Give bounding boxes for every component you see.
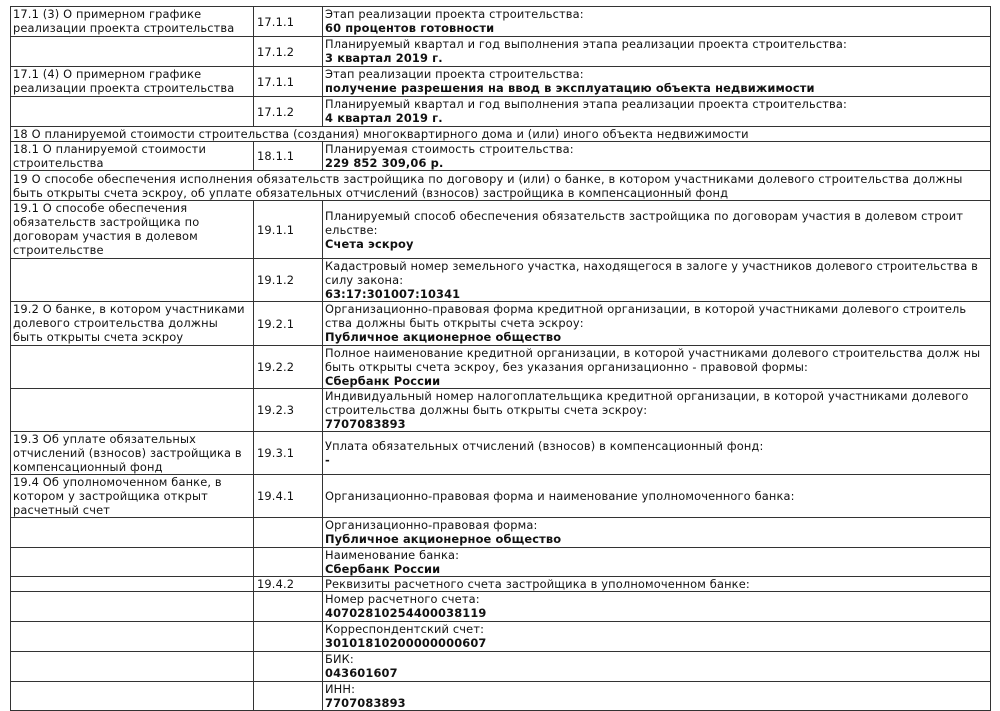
field-value: - bbox=[325, 453, 330, 467]
section-cell: 19.3 Об уплате обязательных отчислений (взносов) застройщика в компенсационный фонд bbox=[11, 432, 254, 475]
section-cell bbox=[11, 682, 254, 711]
field-label: Планируемый квартал и год выполнения этапа реализации проекта строительства: bbox=[325, 37, 848, 51]
value-cell bbox=[323, 142, 991, 171]
value-cell bbox=[323, 548, 991, 577]
item-code bbox=[254, 652, 323, 682]
field-value: 4 квартал 2019 г. bbox=[325, 111, 443, 125]
section-cell: 17.1 (3) О примерном графике реализации проекта строительства bbox=[11, 7, 254, 37]
field-label: Номер расчетного счета: bbox=[325, 592, 480, 606]
section-cell: 19.4 Об уполномоченном банке, в котором у застройщика открыт расчетный счет bbox=[11, 475, 254, 518]
field-value: 7707083893 bbox=[325, 696, 406, 710]
item-code bbox=[254, 592, 323, 622]
table-row bbox=[11, 682, 991, 711]
field-label: Корреспондентский счет: bbox=[325, 622, 485, 636]
value-cell bbox=[323, 518, 991, 548]
item-code bbox=[254, 548, 323, 577]
section-cell bbox=[11, 346, 254, 389]
field-label: Планируемый квартал и год выполнения этапа реализации проекта строительства: bbox=[325, 97, 848, 111]
section-cell: 18.1 О планируемой стоимости строительства bbox=[11, 142, 254, 171]
section-header-row bbox=[11, 127, 991, 142]
value-cell bbox=[323, 432, 991, 475]
field-value: 043601607 bbox=[325, 666, 398, 680]
table-row bbox=[11, 622, 991, 652]
item-code: 19.2.3 bbox=[254, 389, 323, 432]
field-value: Публичное акционерное общество bbox=[325, 330, 562, 344]
table-row bbox=[11, 302, 991, 346]
section-cell bbox=[11, 518, 254, 548]
field-label: Индивидуальный номер налогоплательщика кредитной организации, в которой участниками долевого строительства должны быть открыты счета эскроу: bbox=[325, 389, 969, 417]
field-value: 7707083893 bbox=[325, 417, 406, 431]
section-cell bbox=[11, 389, 254, 432]
section-cell bbox=[11, 592, 254, 622]
field-label: Полное наименование кредитной организации, в которой участниками долевого строительства долж ны быть открыты счета эскроу, без указания организационно - правовой формы: bbox=[325, 346, 981, 374]
item-code: 17.1.2 bbox=[254, 97, 323, 127]
field-label: Организационно-правовая форма кредитной организации, в которой участниками долевого строитель ства должны быть открыты счета эскроу: bbox=[325, 302, 967, 330]
item-code: 17.1.1 bbox=[254, 7, 323, 37]
value-cell bbox=[323, 592, 991, 622]
declaration-table bbox=[10, 6, 991, 711]
section-header: 18 О планируемой стоимости строительства (создания) многоквартирного дома и (или) иного объекта недвижимости bbox=[11, 127, 991, 142]
table-row bbox=[11, 577, 991, 592]
table-row bbox=[11, 548, 991, 577]
section-header: 19 О способе обеспечения исполнения обязательств застройщика по договору и (или) о банке, в котором участниками долевого строительства должны быть открыты счета эскроу, об уплате обязательных отчислений (взносов) застройщика в компенсационный фонд bbox=[11, 171, 991, 201]
value-cell bbox=[323, 201, 991, 259]
item-code: 17.1.1 bbox=[254, 67, 323, 97]
item-code: 18.1.1 bbox=[254, 142, 323, 171]
table-row bbox=[11, 7, 991, 37]
field-label: Планируемый способ обеспечения обязательств застройщика по договорам участия в долевом строит ельстве: bbox=[325, 208, 964, 237]
table-row bbox=[11, 201, 991, 259]
field-label: ИНН: bbox=[325, 682, 356, 696]
field-value: Публичное акционерное общество bbox=[325, 532, 562, 546]
table-row bbox=[11, 142, 991, 171]
value-cell bbox=[323, 475, 991, 518]
item-code: 19.2.1 bbox=[254, 302, 323, 346]
field-value: 30101810200000000607 bbox=[325, 636, 487, 650]
value-cell bbox=[323, 652, 991, 682]
field-label: Наименование банка: bbox=[325, 548, 460, 562]
table-row bbox=[11, 652, 991, 682]
value-cell bbox=[323, 577, 991, 592]
table-row bbox=[11, 37, 991, 67]
table-row bbox=[11, 346, 991, 389]
section-cell bbox=[11, 577, 254, 592]
value-cell bbox=[323, 37, 991, 67]
item-code: 19.1.1 bbox=[254, 201, 323, 259]
field-value: 63:17:301007:10341 bbox=[325, 287, 461, 301]
field-label: Организационно-правовая форма и наименование уполномоченного банка: bbox=[325, 489, 795, 503]
field-label: Планируемая стоимость строительства: bbox=[325, 142, 574, 156]
table-row bbox=[11, 432, 991, 475]
item-code: 19.4.1 bbox=[254, 475, 323, 518]
field-value: Счета эскроу bbox=[325, 236, 414, 251]
field-value: 3 квартал 2019 г. bbox=[325, 51, 443, 65]
section-cell bbox=[11, 37, 254, 67]
field-value: Сбербанк России bbox=[325, 562, 441, 576]
value-cell bbox=[323, 302, 991, 346]
item-code: 19.1.2 bbox=[254, 259, 323, 302]
item-code bbox=[254, 622, 323, 652]
field-label: Реквизиты расчетного счета застройщика в уполномоченном банке: bbox=[325, 577, 750, 591]
table-row bbox=[11, 67, 991, 97]
field-label: Этап реализации проекта строительства: bbox=[325, 67, 584, 81]
value-cell bbox=[323, 346, 991, 389]
item-code: 19.4.2 bbox=[254, 577, 323, 592]
field-value: 40702810254400038119 bbox=[325, 606, 487, 620]
field-value: 60 процентов готовности bbox=[325, 21, 495, 35]
field-label: Уплата обязательных отчислений (взносов) в компенсационный фонд: bbox=[325, 439, 764, 453]
section-cell: 17.1 (4) О примерном графике реализации проекта строительства bbox=[11, 67, 254, 97]
value-cell bbox=[323, 7, 991, 37]
section-cell bbox=[11, 652, 254, 682]
declaration-document bbox=[10, 6, 991, 711]
field-value: получение разрешения на ввод в эксплуатацию объекта недвижимости bbox=[325, 81, 815, 95]
section-cell: 19.2 О банке, в котором участниками долевого строительства должны быть открыты счета эскроу bbox=[11, 302, 254, 346]
section-cell bbox=[11, 259, 254, 302]
section-cell bbox=[11, 97, 254, 127]
value-cell bbox=[323, 67, 991, 97]
table-row bbox=[11, 259, 991, 302]
item-code: 17.1.2 bbox=[254, 37, 323, 67]
table-row bbox=[11, 518, 991, 548]
value-cell bbox=[323, 389, 991, 432]
item-code: 19.3.1 bbox=[254, 432, 323, 475]
value-cell bbox=[323, 682, 991, 711]
field-label: Этап реализации проекта строительства: bbox=[325, 7, 584, 21]
table-row bbox=[11, 592, 991, 622]
section-cell: 19.1 О способе обеспечения обязательств застройщика по договорам участия в долевом строительстве bbox=[11, 201, 254, 259]
value-cell bbox=[323, 259, 991, 302]
value-cell bbox=[323, 622, 991, 652]
table-row bbox=[11, 389, 991, 432]
item-code bbox=[254, 682, 323, 711]
item-code: 19.2.2 bbox=[254, 346, 323, 389]
field-label: Организационно-правовая форма: bbox=[325, 518, 538, 532]
table-row bbox=[11, 475, 991, 518]
value-cell bbox=[323, 97, 991, 127]
field-value: 229 852 309,06 р. bbox=[325, 156, 444, 170]
item-code bbox=[254, 518, 323, 548]
section-header-row bbox=[11, 171, 991, 201]
section-cell bbox=[11, 548, 254, 577]
table-row bbox=[11, 97, 991, 127]
section-cell bbox=[11, 622, 254, 652]
field-value: Сбербанк России bbox=[325, 374, 441, 388]
field-label: Кадастровый номер земельного участка, находящегося в залоге у участников долевого строительства в силу закона: bbox=[325, 259, 978, 287]
field-label: БИК: bbox=[325, 652, 354, 666]
